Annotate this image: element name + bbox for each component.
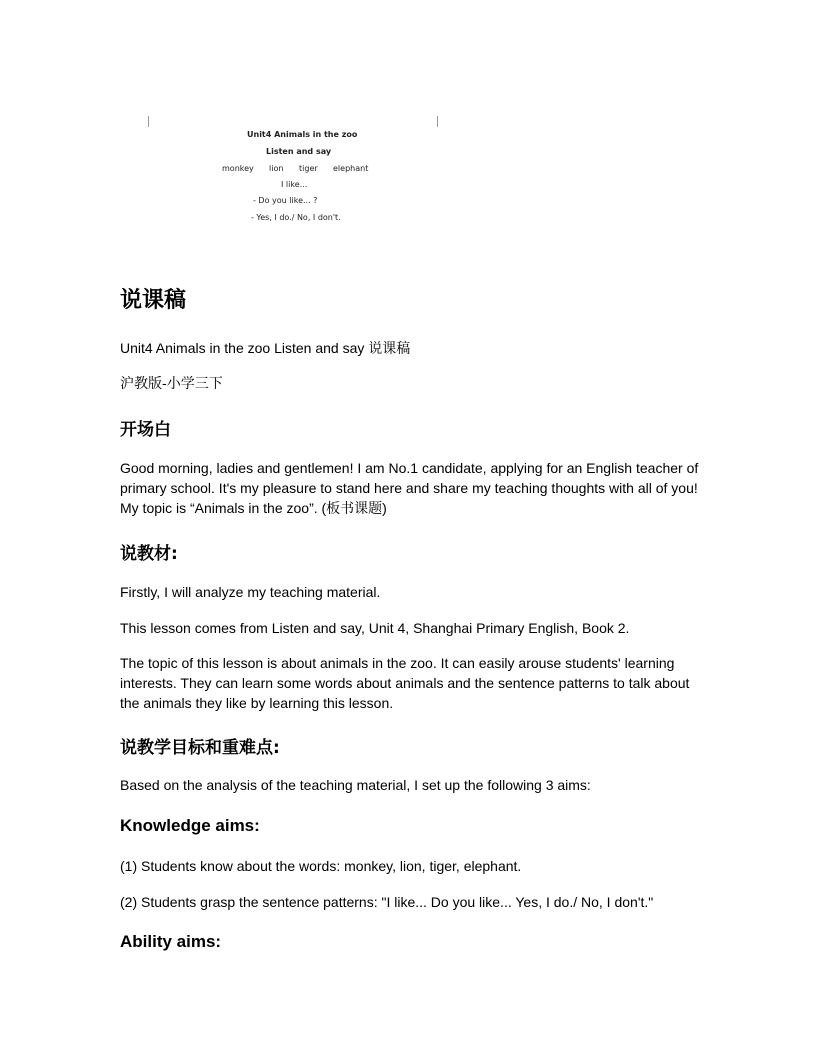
board-subtitle: Listen and say — [266, 147, 332, 156]
knowledge-aims-heading: Knowledge aims: — [120, 816, 260, 835]
board-preview — [148, 116, 438, 228]
board-word: elephant — [333, 164, 369, 173]
board-word: lion — [269, 164, 284, 173]
knowledge-aim-1: (1) Students know about the words: monkey, lion, tiger, elephant. — [120, 858, 522, 874]
aims-heading: 说教学目标和重难点: — [120, 738, 280, 758]
board-word: monkey — [222, 164, 254, 173]
knowledge-aim-2: (2) Students grasp the sentence patterns: "I like... Do you like... Yes, I do./ No, I don't." — [120, 894, 654, 910]
material-paragraph-2: This lesson comes from Listen and say, Unit 4, Shanghai Primary English, Book 2. — [120, 620, 630, 636]
board-right-divider — [437, 116, 438, 127]
material-heading: 说教材: — [120, 544, 178, 564]
lesson-title — [120, 338, 700, 358]
board-i-like: I like... — [281, 180, 308, 189]
board-title: Unit4 Animals in the zoo — [247, 130, 358, 139]
material-paragraph-3: The topic of this lesson is about animals in the zoo. It can easily arouse students' learning interests. They can learn some words about animals and the sentence patterns to talk about the animals they like by learning this lesson. — [120, 655, 690, 711]
ability-aims-heading: Ability aims: — [120, 932, 222, 951]
opening-heading: 开场白 — [120, 420, 171, 440]
page-title: 说课稿 — [120, 288, 187, 313]
board-word-list — [222, 164, 368, 173]
board-question: - Do you like... ? — [253, 196, 318, 205]
opening-paragraph: Good morning, ladies and gentlemen! I am No.1 candidate, applying for an English teacher of primary school. It's my pleasure to stand here and share my teaching thoughts with all of you! My topic is “Animals in the zoo”. (板书课题) — [120, 460, 699, 516]
board-word: tiger — [299, 164, 318, 173]
lesson-title-text: Unit4 Animals in the zoo Listen and say 说课稿 — [120, 340, 411, 356]
material-paragraph-1: Firstly, I will analyze my teaching material. — [120, 584, 381, 600]
board-left-divider — [148, 116, 149, 127]
board-answer: - Yes, I do./ No, I don't. — [251, 213, 341, 222]
edition-label: 沪教版-小学三下 — [120, 376, 223, 392]
aims-intro: Based on the analysis of the teaching material, I set up the following 3 aims: — [120, 777, 591, 793]
